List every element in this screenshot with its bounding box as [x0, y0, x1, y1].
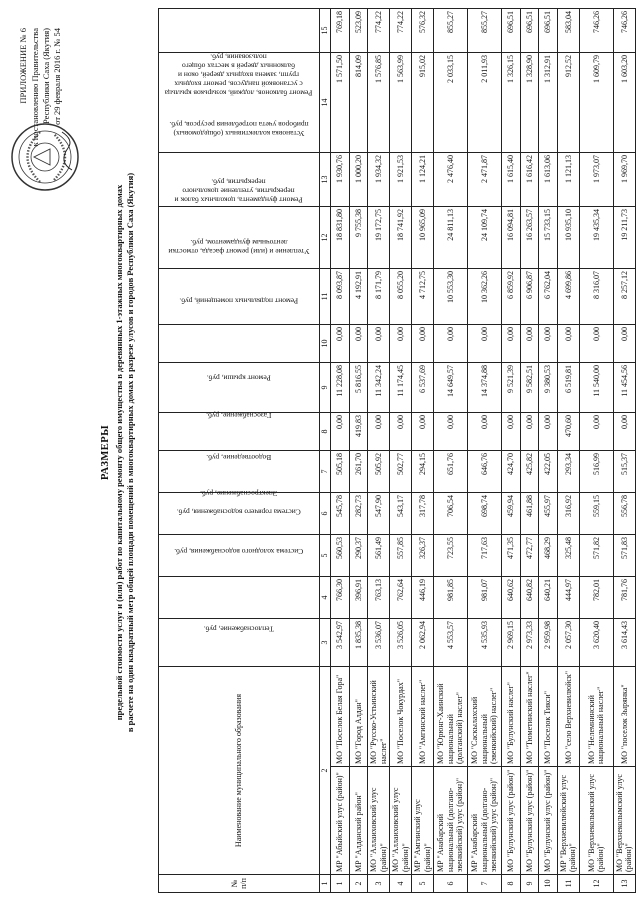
cost-value: 396,91 [349, 576, 368, 618]
cost-value: 0,00 [613, 412, 635, 450]
cost-value: 2 033,15 [434, 52, 468, 152]
cost-value: 766,30 [331, 576, 350, 618]
cost-value: 9 755,38 [349, 206, 368, 268]
cost-value: 294,15 [412, 450, 434, 492]
table-body [331, 8, 636, 892]
column-header-roof: Ремонт крыши, руб. [159, 362, 320, 412]
table-header-row [159, 8, 320, 892]
cost-value: 11 174,45 [390, 362, 412, 412]
cost-value: 774,22 [368, 8, 390, 52]
cost-value: 0,00 [613, 324, 635, 362]
cost-value: 419,83 [349, 412, 368, 450]
cost-value: 316,92 [558, 492, 580, 534]
municipality-name: МО "Амгинский наслег" [412, 666, 434, 766]
cost-value: 3 536,07 [368, 618, 390, 666]
cost-value: 1 121,13 [558, 152, 580, 206]
column-index: 5 [320, 534, 331, 576]
cost-value: 1 312,91 [539, 52, 558, 152]
district-name: МО "Булунский улус (район)" [520, 767, 539, 875]
cost-value: 557,85 [390, 534, 412, 576]
cost-value: 11 342,24 [368, 362, 390, 412]
cost-value: 640,62 [502, 576, 521, 618]
cost-value: 10 935,10 [558, 206, 580, 268]
cost-value: 0,00 [520, 412, 539, 450]
cost-value: 2 959,98 [539, 618, 558, 666]
cost-value: 583,04 [558, 8, 580, 52]
cost-value: 0,00 [434, 412, 468, 450]
cost-value: 717,63 [468, 534, 502, 576]
cost-value: 2 969,15 [502, 618, 521, 666]
table-row [468, 8, 502, 892]
district-name: МО "Булунский улус (район)" [502, 767, 521, 875]
municipality-name: МО "Юрюнг-Хаинский национальный (долганский) наслег" [434, 666, 468, 766]
municipality-name: МО "Булунский наслег" [502, 666, 521, 766]
column-index: 13 [320, 152, 331, 206]
cost-value: 1 930,76 [331, 152, 350, 206]
column-index-row [320, 8, 331, 892]
cost-value: 10 553,30 [434, 268, 468, 324]
municipality-name: МО "Тюметинский наслег" [520, 666, 539, 766]
column-index: 14 [320, 52, 331, 152]
cost-value: 0,00 [579, 324, 613, 362]
cost-value: 0,00 [412, 412, 434, 450]
cost-value: 762,64 [390, 576, 412, 618]
cost-value: 18 741,92 [390, 206, 412, 268]
cost-value: 8 171,79 [368, 268, 390, 324]
column-index: 3 [320, 618, 331, 666]
cost-value: 2 973,33 [520, 618, 539, 666]
column-index: 4 [320, 576, 331, 618]
cost-value: 4 553,57 [434, 618, 468, 666]
column-index: 7 [320, 450, 331, 492]
cost-value: 326,37 [412, 534, 434, 576]
cost-value: 459,94 [502, 492, 521, 534]
cost-value: 11 228,08 [331, 362, 350, 412]
cost-value: 782,01 [579, 576, 613, 618]
cost-value: 547,90 [368, 492, 390, 534]
table-row [520, 8, 539, 892]
column-header-balconies: Ремонт балконов, лоджий, козырьков крыльца с установкой пандусов, ремонт входных групп, замена входных дверей, окон и балконных дверей в местах общего пользования, руб. [159, 52, 320, 152]
cost-value: 0,00 [412, 324, 434, 362]
cost-value: 0,00 [434, 324, 468, 362]
cost-value: 1 603,20 [613, 52, 635, 152]
cost-value: 461,88 [520, 492, 539, 534]
document-title: РАЗМЕРЫ [100, 424, 111, 481]
row-number: 6 [434, 875, 468, 893]
district-name: МО "Верхнеколымский улус (район)" [613, 767, 635, 875]
table-row [613, 8, 635, 892]
cost-value: 1 921,53 [390, 152, 412, 206]
cost-value: 24 109,74 [468, 206, 502, 268]
cost-value: 560,53 [331, 534, 350, 576]
table-row [434, 8, 468, 892]
cost-value: 505,92 [368, 450, 390, 492]
row-number: 10 [539, 875, 558, 893]
cost-value: 261,70 [349, 450, 368, 492]
row-number: 13 [613, 875, 635, 893]
cost-value: 746,26 [579, 8, 613, 52]
column-header-number: № п/п [159, 875, 320, 893]
district-name: МР "Верхневилюйский улус (район)" [558, 767, 580, 875]
cost-value: 5 816,55 [349, 362, 368, 412]
cost-value: 19 172,75 [368, 206, 390, 268]
cost-value: 0,00 [390, 412, 412, 450]
cost-value: 444,97 [558, 576, 580, 618]
column-header-hot-water: Система горячего водоснабжения, руб. [159, 534, 320, 576]
column-index: 6 [320, 492, 331, 534]
cost-value: 16 263,57 [520, 206, 539, 268]
cost-value: 571,82 [579, 534, 613, 576]
cost-value: 769,18 [331, 8, 350, 52]
cost-value: 855,27 [434, 8, 468, 52]
column-header-heating: Теплоснабжение, руб. [159, 618, 320, 666]
cost-value: 471,35 [502, 534, 521, 576]
document-subtitle-1: предельной стоимости услуг и (или) работ по капитальному ремонту общего имущества в деревянных 1-этажных многоквартирных домах [114, 184, 124, 721]
cost-value: 912,52 [558, 52, 580, 152]
cost-value: 723,55 [434, 534, 468, 576]
cost-value: 1 576,85 [368, 52, 390, 152]
cost-value: 4 535,93 [468, 618, 502, 666]
cost-value: 0,00 [349, 324, 368, 362]
cost-value: 646,76 [468, 450, 502, 492]
cost-value: 0,00 [520, 324, 539, 362]
cost-value: 6 519,81 [558, 362, 580, 412]
district-name: МР "Алданский район" [349, 767, 368, 875]
appendix-line-2: Республики Саха (Якутия) [41, 28, 51, 125]
document-header [0, 0, 158, 905]
column-header-cold-water: Система холодного водоснабжения, руб. [159, 576, 320, 618]
column-header-foundation: Ремонт фундамента, цокольных балок и перекрытия, утепление цокольного перекрытия, руб. [159, 206, 320, 268]
municipality-name: МО "Город Алдан" [349, 666, 368, 766]
cost-value: 696,51 [539, 8, 558, 52]
row-number: 7 [468, 875, 502, 893]
row-number: 4 [390, 875, 412, 893]
table-row [412, 8, 434, 892]
cost-value: 1 969,70 [613, 152, 635, 206]
cost-value: 502,77 [390, 450, 412, 492]
cost-value: 317,78 [412, 492, 434, 534]
cost-value: 706,54 [434, 492, 468, 534]
cost-value: 746,26 [613, 8, 635, 52]
cost-value: 0,00 [468, 412, 502, 450]
table-row [368, 8, 390, 892]
cost-value: 576,32 [412, 8, 434, 52]
cost-value: 1 609,79 [579, 52, 613, 152]
cost-value: 6 906,87 [520, 268, 539, 324]
cost-table [158, 8, 636, 893]
cost-value: 424,70 [502, 450, 521, 492]
cost-value: 0,00 [502, 324, 521, 362]
cost-value: 3 542,97 [331, 618, 350, 666]
column-index: 11 [320, 268, 331, 324]
cost-value: 1 563,99 [390, 52, 412, 152]
cost-value: 282,73 [349, 492, 368, 534]
cost-value: 696,51 [520, 8, 539, 52]
cost-value: 24 811,13 [434, 206, 468, 268]
table-row [502, 8, 521, 892]
cost-value: 1 973,07 [579, 152, 613, 206]
cost-value: 422,05 [539, 450, 558, 492]
cost-value: 9 582,51 [520, 362, 539, 412]
cost-value: 1 326,15 [502, 52, 521, 152]
row-number: 9 [520, 875, 539, 893]
cost-value: 1 613,06 [539, 152, 558, 206]
table-row [539, 8, 558, 892]
cost-value: 515,37 [613, 450, 635, 492]
district-name: МР "Анабарский национальный (долгано-эвенкийский) улус (район)" [434, 767, 468, 875]
cost-value: 6 859,92 [502, 268, 521, 324]
cost-value: 556,78 [613, 492, 635, 534]
cost-value: 2 471,87 [468, 152, 502, 206]
cost-value: 446,19 [412, 576, 434, 618]
column-index: 2 [320, 666, 331, 874]
district-name: МР "Амгинский улус (район)" [412, 767, 434, 875]
row-number: 8 [502, 875, 521, 893]
cost-value: 4 712,75 [412, 268, 434, 324]
row-number: 11 [558, 875, 580, 893]
column-header-basement: Ремонт подвальных помещений, руб. [159, 324, 320, 362]
cost-value: 425,82 [520, 450, 539, 492]
cost-value: 9 380,53 [539, 362, 558, 412]
municipality-name: МО "Нелемнинский национальный наслег" [579, 666, 613, 766]
cost-value: 2 057,30 [558, 618, 580, 666]
cost-value: 4 192,91 [349, 268, 368, 324]
cost-value: 14 374,88 [468, 362, 502, 412]
municipality-name: МО "Русско-Устьинский наслег" [368, 666, 390, 766]
cost-value: 1 328,90 [520, 52, 539, 152]
cost-value: 545,78 [331, 492, 350, 534]
cost-value: 981,07 [468, 576, 502, 618]
cost-value: 505,18 [331, 450, 350, 492]
table-row [390, 8, 412, 892]
cost-value: 8 055,20 [390, 268, 412, 324]
cost-value: 3 620,40 [579, 618, 613, 666]
document-subtitle-2: в расчете на один квадратный метр общей площади помещений в многоквартирных домах в разрезе улусов и городов Республики Саха (Якутия) [125, 172, 135, 733]
district-name: МО "Аллаиховский улус (район)" [390, 767, 412, 875]
column-index: 8 [320, 412, 331, 450]
cost-value: 16 094,81 [502, 206, 521, 268]
cost-value: 8 093,87 [331, 268, 350, 324]
cost-value: 781,76 [613, 576, 635, 618]
cost-value: 3 614,43 [613, 618, 635, 666]
cost-value: 3 526,05 [390, 618, 412, 666]
cost-value: 2 011,93 [468, 52, 502, 152]
cost-value: 640,21 [539, 576, 558, 618]
cost-value: 915,02 [412, 52, 434, 152]
cost-value: 696,51 [502, 8, 521, 52]
table-row [558, 8, 580, 892]
column-header-electricity: Электроснабжение, руб. [159, 492, 320, 534]
cost-value: 470,60 [558, 412, 580, 450]
district-name: МР "Абыйский улус (район)" [331, 767, 350, 875]
cost-value: 698,74 [468, 492, 502, 534]
cost-value: 640,82 [520, 576, 539, 618]
district-name: МР "Анабарский национальный (долгано-эвенкийский) улус (район)" [468, 767, 502, 875]
municipality-name: МО "село Верхневилюйск" [558, 666, 580, 766]
cost-value: 472,77 [520, 534, 539, 576]
cost-value: 1 934,32 [368, 152, 390, 206]
cost-value: 559,15 [579, 492, 613, 534]
appendix-title: ПРИЛОЖЕНИЕ № 6 [18, 28, 28, 104]
cost-value: 814,09 [349, 52, 368, 152]
cost-value: 455,97 [539, 492, 558, 534]
column-index: 12 [320, 206, 331, 268]
cost-value: 10 362,26 [468, 268, 502, 324]
column-header-name: Наименование муниципального образования [159, 666, 320, 874]
appendix-line-1: к постановлению Правительства [30, 28, 40, 147]
cost-value: 1 615,40 [502, 152, 521, 206]
cost-value: 1 000,20 [349, 152, 368, 206]
table-row [331, 8, 350, 892]
cost-value: 0,00 [368, 324, 390, 362]
column-header-gutters [159, 8, 320, 52]
cost-value: 0,00 [468, 324, 502, 362]
cost-value: 523,09 [349, 8, 368, 52]
municipality-name: МО "поселок Зырянка" [613, 666, 635, 766]
row-number: 5 [412, 875, 434, 893]
column-header-gas: Газоснабжение, руб. [159, 412, 320, 450]
column-header-meters: Установка коллективных (общедомовых) приборов учета потребления ресурсов, руб. [159, 152, 320, 206]
cost-value: 1 835,38 [349, 618, 368, 666]
cost-value: 0,00 [539, 324, 558, 362]
municipality-name: МО "Поселок Тикси" [539, 666, 558, 766]
cost-value: 0,00 [558, 324, 580, 362]
cost-value: 11 540,00 [579, 362, 613, 412]
table-row [349, 8, 368, 892]
column-index: 15 [320, 8, 331, 52]
official-round-stamp-icon [10, 122, 80, 192]
cost-value: 290,37 [349, 534, 368, 576]
row-number: 12 [579, 875, 613, 893]
column-index: 9 [320, 362, 331, 412]
cost-value: 2 062,94 [412, 618, 434, 666]
cost-value: 543,17 [390, 492, 412, 534]
cost-value: 4 699,86 [558, 268, 580, 324]
cost-value: 293,34 [558, 450, 580, 492]
cost-value: 325,48 [558, 534, 580, 576]
cost-value: 0,00 [331, 412, 350, 450]
cost-value: 1 124,21 [412, 152, 434, 206]
cost-value: 981,85 [434, 576, 468, 618]
cost-value: 1 571,50 [331, 52, 350, 152]
cost-value: 651,76 [434, 450, 468, 492]
cost-value: 774,22 [390, 8, 412, 52]
cost-value: 15 733,15 [539, 206, 558, 268]
row-number: 2 [349, 875, 368, 893]
table-row [579, 8, 613, 892]
cost-value: 0,00 [331, 324, 350, 362]
municipality-name: МО "Поселок Чокурдах" [390, 666, 412, 766]
cost-value: 11 454,56 [613, 362, 635, 412]
cost-value: 18 831,80 [331, 206, 350, 268]
district-name: МО "Верхнеколымский улус (район)" [579, 767, 613, 875]
cost-value: 6 762,04 [539, 268, 558, 324]
cost-value: 571,83 [613, 534, 635, 576]
district-name: МО "Булунский улус (район)" [539, 767, 558, 875]
cost-value: 8 257,12 [613, 268, 635, 324]
appendix-line-3: от 29 февраля 2016 г. № 54 [52, 28, 62, 125]
cost-value: 8 316,07 [579, 268, 613, 324]
municipality-name: МО "Поселок Белая Гора" [331, 666, 350, 766]
column-header-facade: Утепление и (или) ремонт фасада, отмостки ленточным фундаментом, руб. [159, 268, 320, 324]
column-index: 1 [320, 875, 331, 893]
cost-value: 855,27 [468, 8, 502, 52]
cost-value: 468,29 [539, 534, 558, 576]
cost-value: 0,00 [539, 412, 558, 450]
cost-value: 1 616,42 [520, 152, 539, 206]
cost-value: 763,13 [368, 576, 390, 618]
cost-value: 0,00 [502, 412, 521, 450]
cost-value: 0,00 [390, 324, 412, 362]
row-number: 1 [331, 875, 350, 893]
cost-value: 9 521,39 [502, 362, 521, 412]
cost-value: 6 537,69 [412, 362, 434, 412]
column-index: 10 [320, 324, 331, 362]
cost-value: 561,49 [368, 534, 390, 576]
cost-value: 2 476,40 [434, 152, 468, 206]
district-name: МО "Аллаиховский улус (район)" [368, 767, 390, 875]
municipality-name: МО "Саскылахский национальный (эвенкийский) наслег" [468, 666, 502, 766]
cost-value: 516,99 [579, 450, 613, 492]
cost-value: 19 435,34 [579, 206, 613, 268]
cost-value: 10 965,09 [412, 206, 434, 268]
cost-value: 0,00 [368, 412, 390, 450]
cost-value: 0,00 [579, 412, 613, 450]
cost-value: 14 649,57 [434, 362, 468, 412]
row-number: 3 [368, 875, 390, 893]
column-header-drainage: Водоотведение, руб. [159, 450, 320, 492]
cost-value: 19 211,73 [613, 206, 635, 268]
